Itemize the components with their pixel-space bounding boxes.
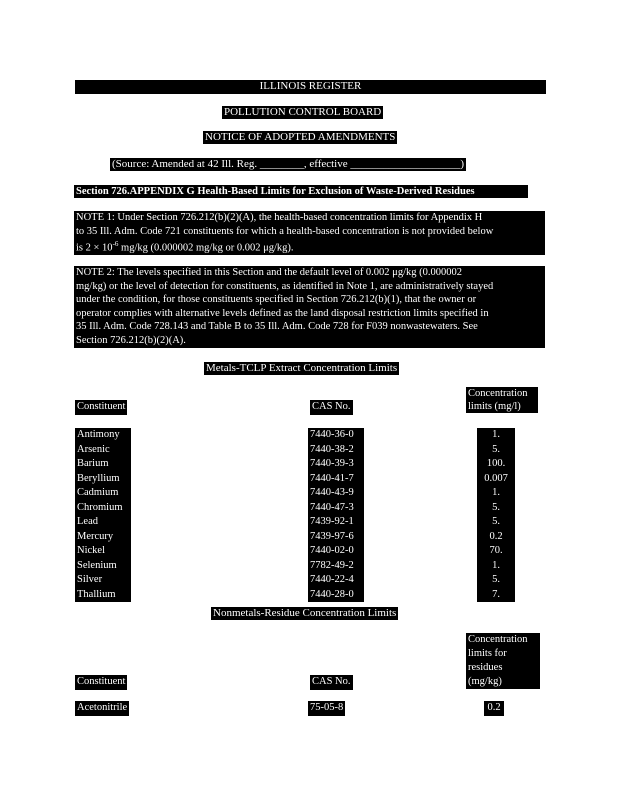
nonmetals-col-concentration-line: residues: [468, 662, 503, 673]
metals-cas-number: 7440-39-3: [310, 458, 354, 469]
register-title: ILLINOIS REGISTER: [259, 80, 362, 92]
metals-limit-value: 100.: [486, 458, 506, 469]
notice-title: NOTICE OF ADOPTED AMENDMENTS: [205, 131, 396, 143]
note-2-line: operator complies with alternative levels defined as the land disposal restriction limits specified in: [76, 307, 489, 319]
source-line: (Source: Amended at 42 Ill. Reg. ________, effective ____________________): [112, 158, 465, 170]
note-2-line: NOTE 2: The levels specified in this Section and the default level of 0.002 μg/kg (0.000002: [76, 267, 462, 278]
nonmetals-cas-number: 75-05-8: [308, 701, 345, 716]
nonmetals-col-constituent: Constituent: [75, 675, 127, 690]
nonmetals-col-cas: CAS No.: [310, 675, 353, 690]
metals-limit-value: 0.007: [484, 472, 508, 484]
metals-cas-number: 7440-02-0: [310, 545, 354, 556]
metals-constituent-name: Nickel: [77, 545, 105, 556]
metals-col-constituent: Constituent: [75, 400, 127, 415]
metals-cas-number: 7439-92-1: [310, 516, 354, 527]
metals-constituent-name: Cadmium: [77, 487, 119, 498]
metals-limit-value: 5.: [492, 443, 500, 455]
section-title: Section 726.APPENDIX G Health-Based Limits for Exclusion of Waste-Derived Residues: [74, 185, 528, 198]
metals-cas-number: 7440-28-0: [310, 588, 354, 600]
note-2: [74, 266, 545, 348]
metals-limit-column: [477, 428, 515, 602]
metals-constituent-name: Mercury: [77, 530, 114, 542]
metals-cas-number: 7440-36-0: [310, 429, 354, 440]
note-1-line: to 35 Ill. Adm. Code 721 constituents for which a health-based concentration is not provided below: [76, 225, 494, 237]
note-1-line: [76, 238, 543, 255]
metals-limit-value: 70.: [489, 545, 503, 556]
metals-cas-number: 7440-43-9: [310, 487, 354, 498]
metals-constituent-name: Arsenic: [77, 443, 110, 455]
metals-cas-number: 7439-97-6: [310, 530, 354, 542]
metals-col-concentration-line: Concentration: [468, 388, 528, 399]
metals-limit-value: 0.2: [489, 530, 503, 542]
metals-limit-value: 5.: [492, 574, 500, 585]
metals-limit-value: 1.: [492, 429, 500, 440]
nonmetals-limit-value: 0.2: [484, 701, 504, 716]
nonmetals-col-concentration-line: Concentration: [468, 634, 528, 645]
note-1-line: NOTE 1: Under Section 726.212(b)(2)(A), the health-based concentration limits for Appendix H: [76, 212, 483, 223]
nonmetals-col-concentration: [466, 633, 540, 689]
note-2-line: under the condition, for those constituents specified in Section 726.212(b)(1), that the owner or: [76, 294, 477, 306]
metals-cas-number: 7440-47-3: [310, 501, 354, 513]
metals-limit-value: 7.: [492, 588, 500, 600]
metals-constituent-name: Chromium: [77, 501, 123, 513]
metals-limit-value: 5.: [492, 501, 500, 513]
metals-constituent-name: Selenium: [77, 559, 117, 571]
note-2-line: Section 726.212(b)(2)(A).: [76, 334, 186, 346]
note-2-line: mg/kg) or the level of detection for constituents, as identified in Note 1, are administratively stayed: [76, 280, 494, 292]
metals-constituent-name: Lead: [77, 516, 98, 527]
note-2-line: 35 Ill. Adm. Code 728.143 and Table B to 35 Ill. Adm. Code 728 for F039 nonwastewaters. See: [76, 321, 478, 333]
metals-limit-value: 5.: [492, 516, 500, 527]
board-name: POLLUTION CONTROL BOARD: [224, 106, 382, 118]
register-header: [75, 80, 546, 94]
metals-limit-value: 1.: [492, 487, 500, 498]
nonmetals-table-title: Nonmetals-Residue Concentration Limits: [213, 607, 397, 619]
nonmetals-col-concentration-line: (mg/kg): [468, 676, 502, 687]
metals-cas-column: [308, 428, 364, 602]
metals-constituent-column: [75, 428, 131, 602]
metals-cas-number: 7440-22-4: [310, 574, 354, 585]
metals-limit-value: 1.: [492, 559, 500, 571]
metals-constituent-name: Barium: [77, 458, 109, 469]
metals-col-concentration: [466, 387, 538, 413]
note-1-text: is 2 × 10: [76, 242, 113, 254]
note-1-text: mg/kg (0.000002 mg/kg or 0.002 μg/kg).: [118, 242, 294, 254]
metals-col-cas: CAS No.: [310, 400, 353, 415]
metals-table-title: Metals-TCLP Extract Concentration Limits: [206, 362, 398, 374]
note-1-exponent: -6: [112, 240, 119, 249]
metals-cas-number: 7440-41-7: [310, 472, 354, 484]
note-1: [74, 211, 545, 255]
metals-constituent-name: Beryllium: [77, 472, 120, 484]
metals-constituent-name: Silver: [77, 574, 103, 585]
metals-cas-number: 7782-49-2: [310, 559, 354, 571]
metals-cas-number: 7440-38-2: [310, 443, 354, 455]
metals-col-concentration-line: limits (mg/l): [468, 401, 521, 412]
metals-constituent-name: Antimony: [77, 429, 120, 440]
metals-constituent-name: Thallium: [77, 588, 116, 600]
nonmetals-col-concentration-line: limits for: [468, 648, 507, 659]
nonmetals-constituent-name: Acetonitrile: [75, 701, 129, 716]
